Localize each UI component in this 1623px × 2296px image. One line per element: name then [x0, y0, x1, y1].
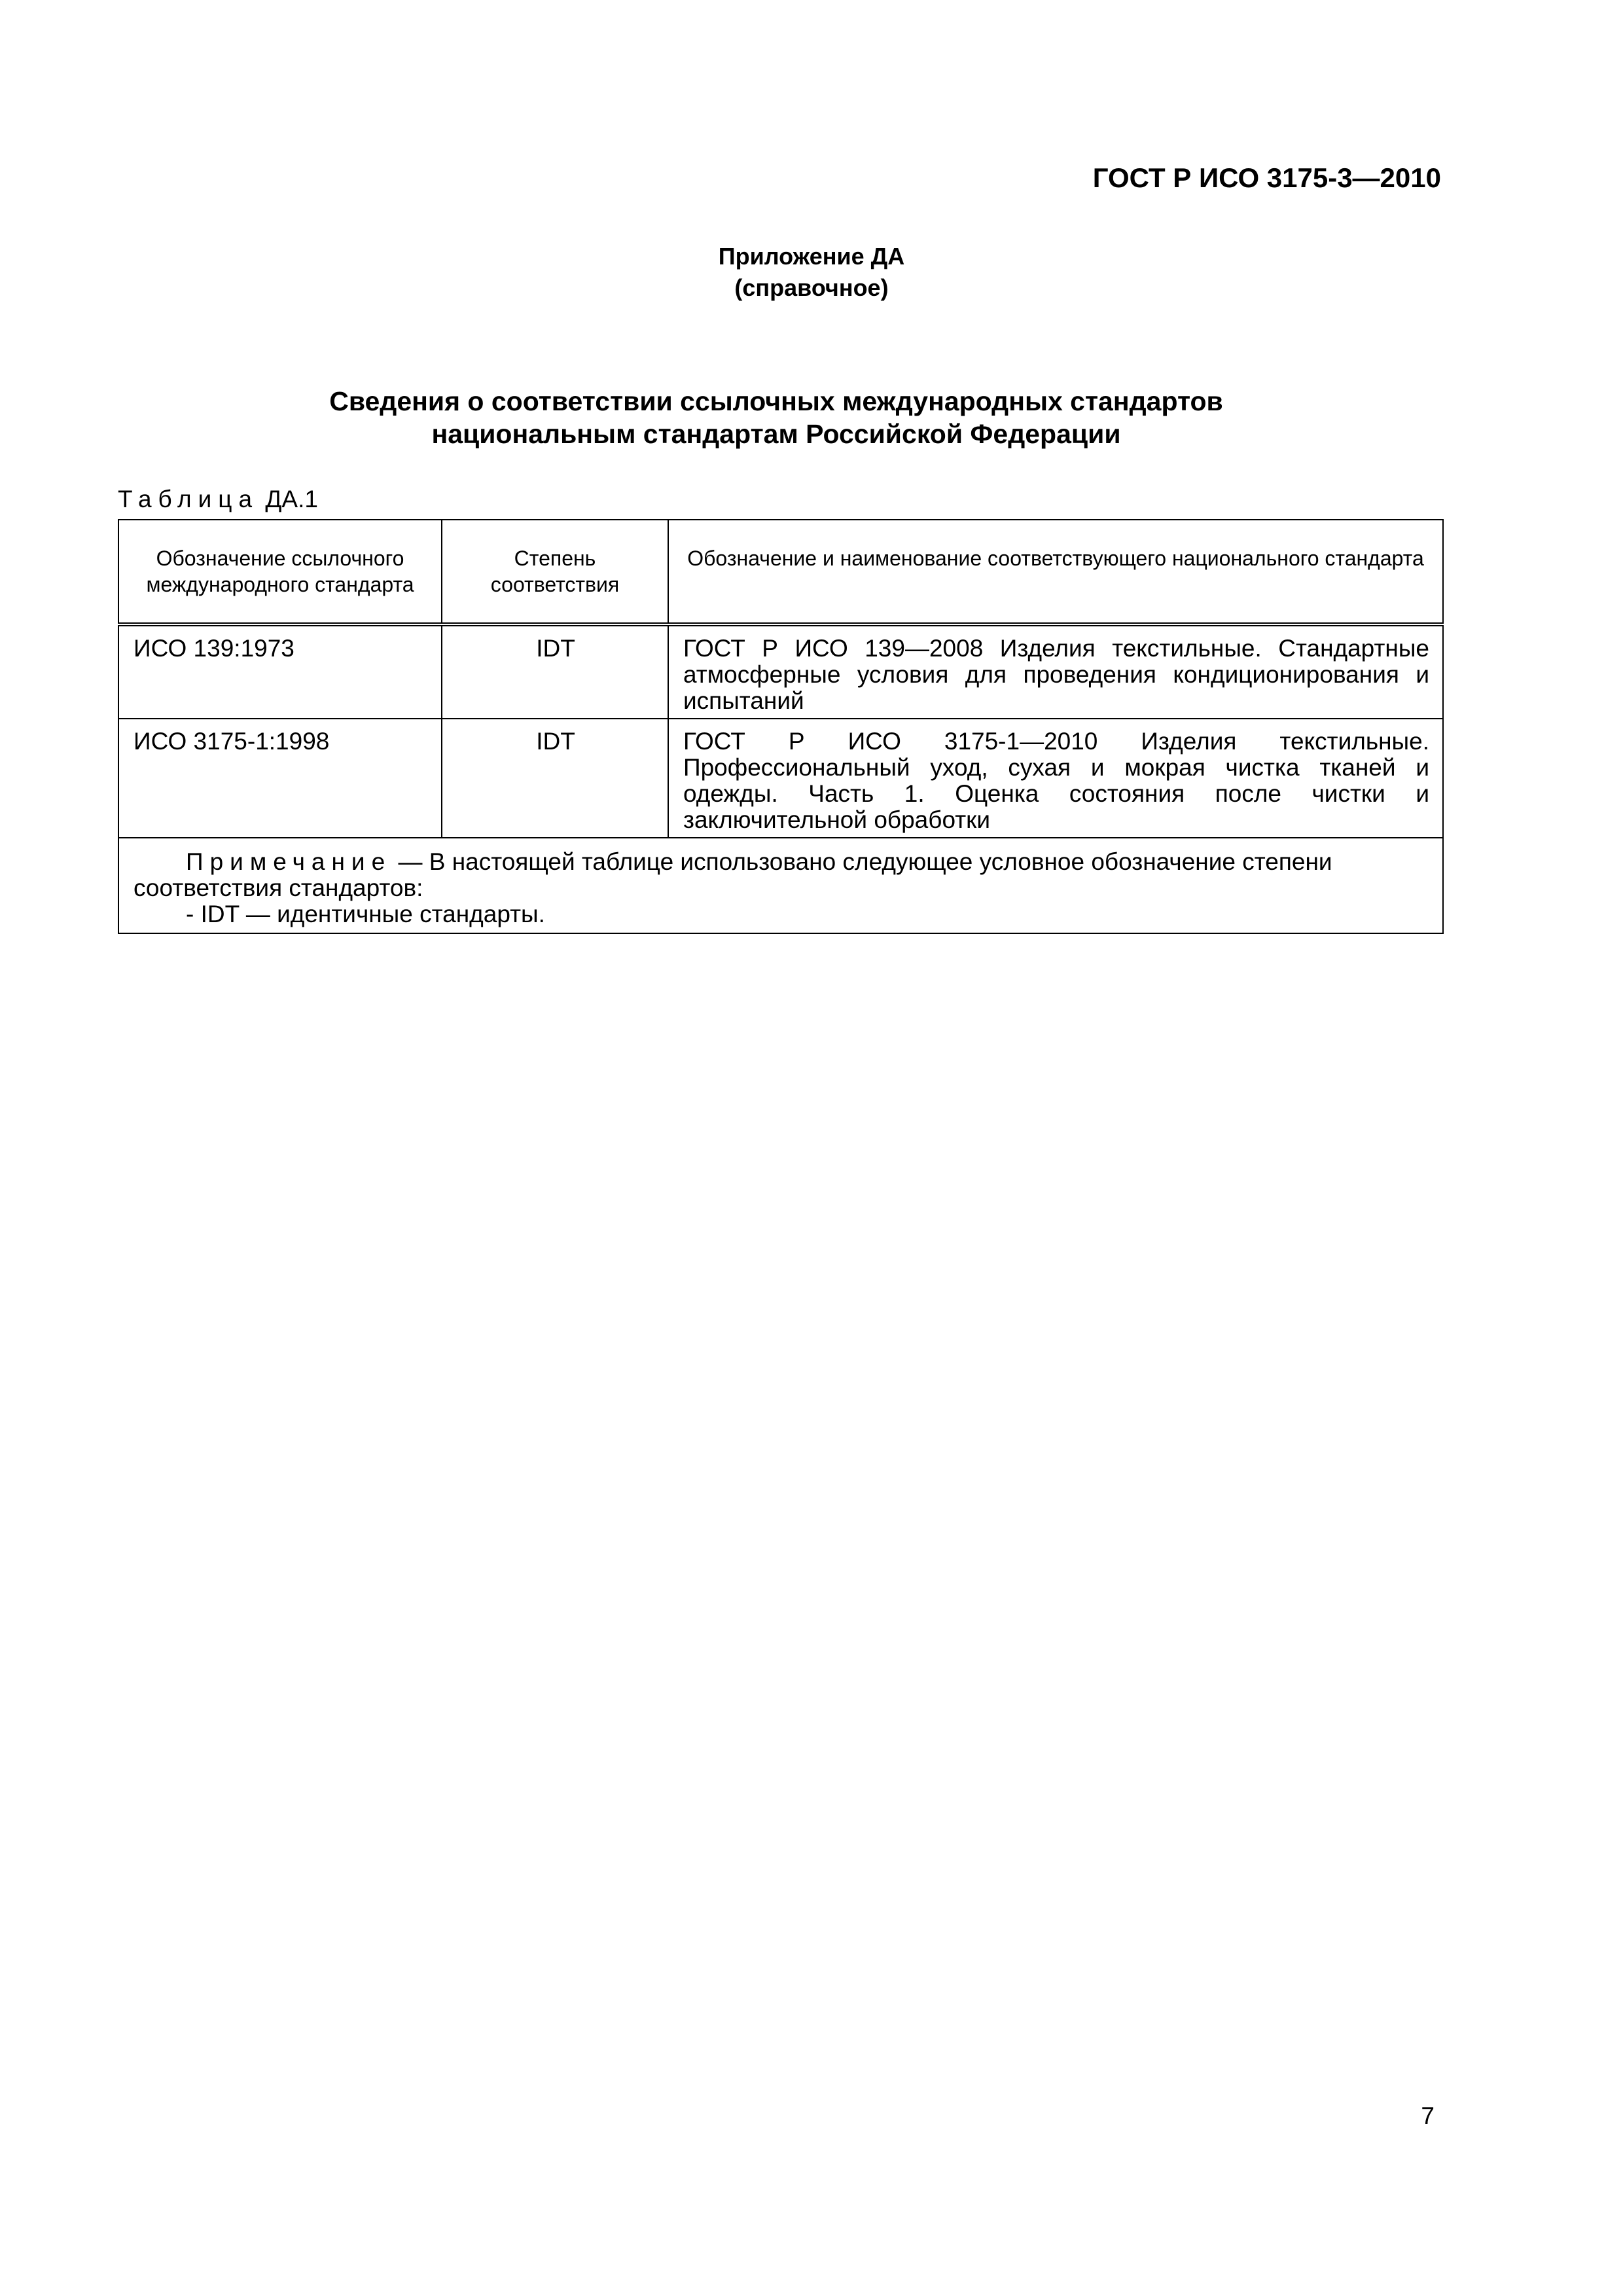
section-title — [0, 385, 1552, 450]
table-caption — [118, 486, 318, 513]
table-row — [118, 624, 1443, 719]
table-caption-number: ДА.1 — [265, 486, 318, 512]
note-text — [134, 849, 1428, 901]
section-title-line-1: Сведения о соответствии ссылочных международных стандартов — [329, 386, 1223, 416]
annex-heading — [0, 241, 1623, 304]
page-number: 7 — [1421, 2102, 1435, 2129]
note-list-item: - IDT — идентичные стандарты. — [186, 901, 545, 927]
table-caption-word: Таблица — [118, 486, 259, 512]
cell-national: ГОСТ Р ИСО 3175-1—2010 Изделия текстильные. Профессиональный уход, сухая и мокрая чистка тканей и одежды. Часть 1. Оценка состояния после чистки и заключительной обработки — [668, 719, 1443, 838]
correspondence-table — [118, 519, 1444, 934]
table-header-row — [118, 520, 1443, 624]
cell-international: ИСО 139:1973 — [118, 624, 442, 719]
annex-kind: (справочное) — [734, 274, 889, 301]
note-label: Примечание — [186, 848, 392, 875]
cell-degree: IDT — [442, 719, 668, 838]
cell-national: ГОСТ Р ИСО 139—2008 Изделия текстильные. Стандартные атмосферные условия для проведения кондиционирования и испытаний — [668, 624, 1443, 719]
note-body: — В настоящей таблице использовано следующее условное обозначение степени соответствия стандартов: — [134, 848, 1332, 901]
column-header-international: Обозначение ссылочного международного стандарта — [118, 520, 442, 624]
table-note-row — [118, 838, 1443, 933]
table-row — [118, 719, 1443, 838]
column-header-national: Обозначение и наименование соответствующего национального стандарта — [668, 520, 1443, 624]
cell-international: ИСО 3175-1:1998 — [118, 719, 442, 838]
column-header-degree: Степень соответствия — [442, 520, 668, 624]
table-note — [118, 838, 1443, 933]
section-title-line-2: национальным стандартам Российской Федерации — [431, 419, 1121, 449]
document-code: ГОСТ Р ИСО 3175-3—2010 — [1092, 162, 1441, 193]
annex-title: Приложение ДА — [718, 243, 905, 270]
cell-degree: IDT — [442, 624, 668, 719]
